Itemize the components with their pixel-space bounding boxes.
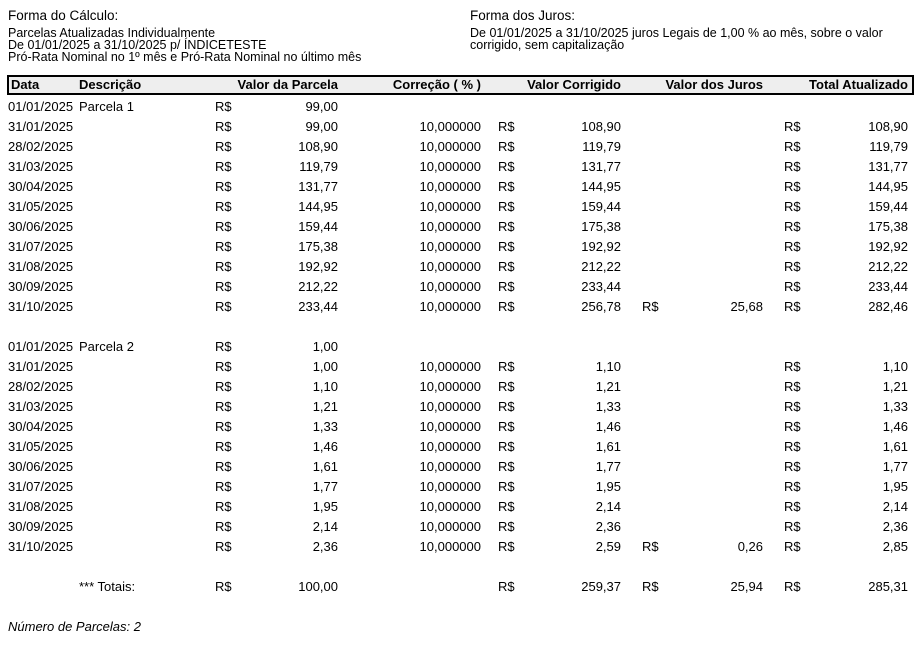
cell-data: 30/06/2025: [8, 219, 74, 234]
cell-data: 30/09/2025: [8, 519, 74, 534]
cell-data: 30/04/2025: [8, 179, 74, 194]
cell-corrigido: 1,33: [595, 399, 621, 414]
cell-corrigido-currency: R$: [498, 159, 515, 174]
cell-total-currency: R$: [784, 239, 801, 254]
calc-form-line-2: De 01/01/2025 a 31/10/2025 p/ ÍNDICETESTE: [8, 38, 267, 52]
juros-form-line-1: De 01/01/2025 a 31/10/2025 juros Legais de 1,00 % ao mês, sobre o valor: [470, 26, 883, 40]
header-valor-corrigido: Valor Corrigido: [527, 77, 621, 92]
cell-total: 1,46: [882, 419, 908, 434]
cell-parcela: 1,33: [312, 419, 338, 434]
cell-parcela: 1,21: [312, 399, 338, 414]
cell-corrigido: 175,38: [581, 219, 621, 234]
totals-juros: 25,94: [730, 579, 763, 594]
cell-correcao: 10,000000: [419, 399, 481, 414]
cell-parcela-currency: R$: [215, 239, 232, 254]
cell-parcela-currency: R$: [215, 259, 232, 274]
cell-data: 31/08/2025: [8, 259, 74, 274]
cell-corrigido-currency: R$: [498, 459, 515, 474]
cell-correcao: 10,000000: [419, 539, 481, 554]
cell-corrigido-currency: R$: [498, 439, 515, 454]
cell-corrigido-currency: R$: [498, 119, 515, 134]
cell-data: 31/05/2025: [8, 439, 74, 454]
cell-total-currency: R$: [784, 519, 801, 534]
cell-corrigido-currency: R$: [498, 359, 515, 374]
cell-total: 1,77: [882, 459, 908, 474]
cell-corrigido: 119,79: [582, 139, 621, 154]
cell-total: 1,33: [882, 399, 908, 414]
cell-corrigido-currency: R$: [498, 279, 515, 294]
cell-corrigido: 144,95: [581, 179, 621, 194]
totals-corrigido: 259,37: [581, 579, 621, 594]
cell-correcao: 10,000000: [419, 299, 481, 314]
cell-total: 175,38: [868, 219, 908, 234]
cell-corrigido-currency: R$: [498, 179, 515, 194]
cell-total-currency: R$: [784, 279, 801, 294]
cell-correcao: 10,000000: [419, 379, 481, 394]
cell-descricao: Parcela 2: [79, 339, 134, 354]
cell-total: 119,79: [869, 139, 908, 154]
cell-total-currency: R$: [784, 439, 801, 454]
cell-descricao: Parcela 1: [79, 99, 134, 114]
cell-corrigido-currency: R$: [498, 519, 515, 534]
cell-corrigido: 1,61: [595, 439, 621, 454]
cell-parcela: 1,00: [312, 359, 338, 374]
cell-data: 30/04/2025: [8, 419, 74, 434]
cell-correcao: 10,000000: [419, 359, 481, 374]
footer-numero-parcelas: Número de Parcelas: 2: [8, 619, 141, 634]
cell-parcela-currency: R$: [215, 199, 232, 214]
cell-parcela-currency: R$: [215, 379, 232, 394]
cell-corrigido: 256,78: [581, 299, 621, 314]
cell-total-currency: R$: [784, 299, 801, 314]
cell-total: 131,77: [868, 159, 908, 174]
cell-correcao: 10,000000: [419, 139, 481, 154]
cell-corrigido-currency: R$: [498, 419, 515, 434]
cell-correcao: 10,000000: [419, 419, 481, 434]
header-data: Data: [11, 77, 40, 92]
header-correcao: Correção ( % ): [392, 77, 481, 92]
cell-corrigido: 212,22: [581, 259, 621, 274]
cell-corrigido-currency: R$: [498, 499, 515, 514]
cell-corrigido-currency: R$: [498, 299, 515, 314]
cell-correcao: 10,000000: [419, 439, 481, 454]
cell-data: 30/06/2025: [8, 459, 74, 474]
cell-correcao: 10,000000: [419, 199, 481, 214]
cell-parcela: 233,44: [298, 299, 338, 314]
cell-total-currency: R$: [784, 199, 801, 214]
cell-parcela: 175,38: [298, 239, 338, 254]
cell-data: 31/05/2025: [8, 199, 74, 214]
cell-total-currency: R$: [784, 499, 801, 514]
cell-total-currency: R$: [784, 139, 801, 154]
cell-correcao: 10,000000: [419, 239, 481, 254]
cell-parcela-currency: R$: [215, 459, 232, 474]
cell-data: 31/01/2025: [8, 119, 74, 134]
header-descricao: Descrição: [79, 77, 142, 92]
cell-corrigido-currency: R$: [498, 259, 515, 274]
cell-parcela-currency: R$: [215, 179, 232, 194]
cell-juros: 25,68: [730, 299, 763, 314]
cell-parcela: 159,44: [298, 219, 338, 234]
cell-parcela-currency: R$: [215, 539, 232, 554]
cell-total: 144,95: [868, 179, 908, 194]
cell-corrigido: 2,59: [595, 539, 621, 554]
cell-total-currency: R$: [784, 219, 801, 234]
cell-parcela: 99,00: [305, 119, 338, 134]
cell-parcela: 2,14: [312, 519, 338, 534]
cell-parcela: 119,79: [299, 159, 338, 174]
juros-form-line-2: corrigido, sem capitalização: [470, 38, 625, 52]
cell-parcela: 1,00: [312, 339, 338, 354]
totals-parcela: 100,00: [298, 579, 338, 594]
cell-corrigido: 2,14: [595, 499, 621, 514]
cell-data: 28/02/2025: [8, 139, 74, 154]
cell-total: 159,44: [868, 199, 908, 214]
cell-corrigido: 131,77: [581, 159, 621, 174]
cell-correcao: 10,000000: [419, 259, 481, 274]
cell-total: 2,14: [882, 499, 908, 514]
cell-total: 192,92: [868, 239, 908, 254]
cell-parcela-currency: R$: [215, 159, 232, 174]
cell-parcela-currency: R$: [215, 119, 232, 134]
cell-total-currency: R$: [784, 359, 801, 374]
cell-parcela: 192,92: [298, 259, 338, 274]
cell-parcela-currency: R$: [215, 399, 232, 414]
totals-total-currency: R$: [784, 579, 801, 594]
cell-parcela-currency: R$: [215, 479, 232, 494]
cell-total: 108,90: [868, 119, 908, 134]
cell-corrigido-currency: R$: [498, 379, 515, 394]
cell-parcela: 1,77: [312, 479, 338, 494]
cell-corrigido-currency: R$: [498, 479, 515, 494]
cell-corrigido-currency: R$: [498, 539, 515, 554]
cell-correcao: 10,000000: [419, 159, 481, 174]
cell-data: 31/03/2025: [8, 399, 74, 414]
cell-corrigido: 159,44: [581, 199, 621, 214]
cell-parcela-currency: R$: [215, 359, 232, 374]
cell-parcela-currency: R$: [215, 219, 232, 234]
cell-data: 28/02/2025: [8, 379, 74, 394]
header-valor-parcela: Valor da Parcela: [237, 77, 338, 92]
cell-juros-currency: R$: [642, 539, 659, 554]
cell-corrigido-currency: R$: [498, 199, 515, 214]
cell-parcela-currency: R$: [215, 439, 232, 454]
cell-data: 31/07/2025: [8, 239, 74, 254]
cell-total: 1,95: [882, 479, 908, 494]
cell-total-currency: R$: [784, 419, 801, 434]
header-total-atualizado: Total Atualizado: [809, 77, 908, 92]
cell-parcela: 1,46: [312, 439, 338, 454]
header-valor-juros: Valor dos Juros: [665, 77, 763, 92]
cell-corrigido-currency: R$: [498, 219, 515, 234]
cell-corrigido: 1,21: [595, 379, 621, 394]
cell-total: 2,36: [882, 519, 908, 534]
cell-total-currency: R$: [784, 259, 801, 274]
cell-parcela-currency: R$: [215, 519, 232, 534]
cell-parcela: 144,95: [298, 199, 338, 214]
cell-parcela-currency: R$: [215, 339, 232, 354]
totals-corrigido-currency: R$: [498, 579, 515, 594]
cell-data: 01/01/2025: [8, 339, 74, 354]
cell-data: 31/08/2025: [8, 499, 74, 514]
cell-total: 1,10: [882, 359, 908, 374]
cell-total-currency: R$: [784, 399, 801, 414]
cell-corrigido: 1,46: [595, 419, 621, 434]
cell-corrigido: 1,95: [595, 479, 621, 494]
cell-parcela: 108,90: [298, 139, 338, 154]
cell-parcela: 1,95: [312, 499, 338, 514]
cell-parcela-currency: R$: [215, 99, 232, 114]
cell-parcela: 131,77: [298, 179, 338, 194]
cell-total: 282,46: [868, 299, 908, 314]
cell-corrigido-currency: R$: [498, 399, 515, 414]
cell-total-currency: R$: [784, 459, 801, 474]
calc-form-title: Forma do Cálculo:: [8, 8, 119, 23]
cell-correcao: 10,000000: [419, 519, 481, 534]
cell-parcela-currency: R$: [215, 139, 232, 154]
cell-total: 2,85: [882, 539, 908, 554]
cell-corrigido: 2,36: [595, 519, 621, 534]
cell-parcela: 212,22: [298, 279, 338, 294]
cell-data: 31/01/2025: [8, 359, 74, 374]
cell-correcao: 10,000000: [419, 459, 481, 474]
cell-correcao: 10,000000: [419, 479, 481, 494]
cell-parcela-currency: R$: [215, 279, 232, 294]
cell-corrigido: 233,44: [581, 279, 621, 294]
cell-corrigido-currency: R$: [498, 139, 515, 154]
totals-parcela-currency: R$: [215, 579, 232, 594]
calc-form-line-1: Parcelas Atualizadas Individualmente: [8, 26, 216, 40]
totals-total: 285,31: [868, 579, 908, 594]
totals-juros-currency: R$: [642, 579, 659, 594]
cell-correcao: 10,000000: [419, 499, 481, 514]
cell-corrigido: 192,92: [581, 239, 621, 254]
cell-corrigido: 108,90: [581, 119, 621, 134]
cell-data: 30/09/2025: [8, 279, 74, 294]
cell-juros: 0,26: [737, 539, 763, 554]
cell-data: 31/10/2025: [8, 539, 74, 554]
cell-parcela: 99,00: [305, 99, 338, 114]
cell-total-currency: R$: [784, 539, 801, 554]
cell-data: 01/01/2025: [8, 99, 74, 114]
cell-parcela-currency: R$: [215, 299, 232, 314]
cell-total-currency: R$: [784, 119, 801, 134]
cell-data: 31/03/2025: [8, 159, 74, 174]
cell-total: 1,21: [882, 379, 908, 394]
cell-total-currency: R$: [784, 479, 801, 494]
cell-corrigido-currency: R$: [498, 239, 515, 254]
cell-total-currency: R$: [784, 179, 801, 194]
cell-total: 1,61: [882, 439, 908, 454]
cell-parcela-currency: R$: [215, 499, 232, 514]
cell-parcela: 1,61: [312, 459, 338, 474]
cell-total: 233,44: [868, 279, 908, 294]
cell-parcela: 1,10: [312, 379, 338, 394]
cell-correcao: 10,000000: [419, 219, 481, 234]
cell-data: 31/07/2025: [8, 479, 74, 494]
cell-correcao: 10,000000: [419, 179, 481, 194]
cell-corrigido: 1,77: [595, 459, 621, 474]
cell-total-currency: R$: [784, 159, 801, 174]
cell-correcao: 10,000000: [419, 279, 481, 294]
cell-data: 31/10/2025: [8, 299, 74, 314]
juros-form-title: Forma dos Juros:: [470, 8, 576, 23]
totals-label: *** Totais:: [79, 579, 136, 594]
cell-total: 212,22: [868, 259, 908, 274]
cell-juros-currency: R$: [642, 299, 659, 314]
cell-parcela-currency: R$: [215, 419, 232, 434]
cell-correcao: 10,000000: [419, 119, 481, 134]
cell-total-currency: R$: [784, 379, 801, 394]
cell-corrigido: 1,10: [595, 359, 621, 374]
calc-form-line-3: Pró-Rata Nominal no 1º mês e Pró-Rata Nominal no último mês: [8, 50, 362, 64]
cell-parcela: 2,36: [312, 539, 338, 554]
